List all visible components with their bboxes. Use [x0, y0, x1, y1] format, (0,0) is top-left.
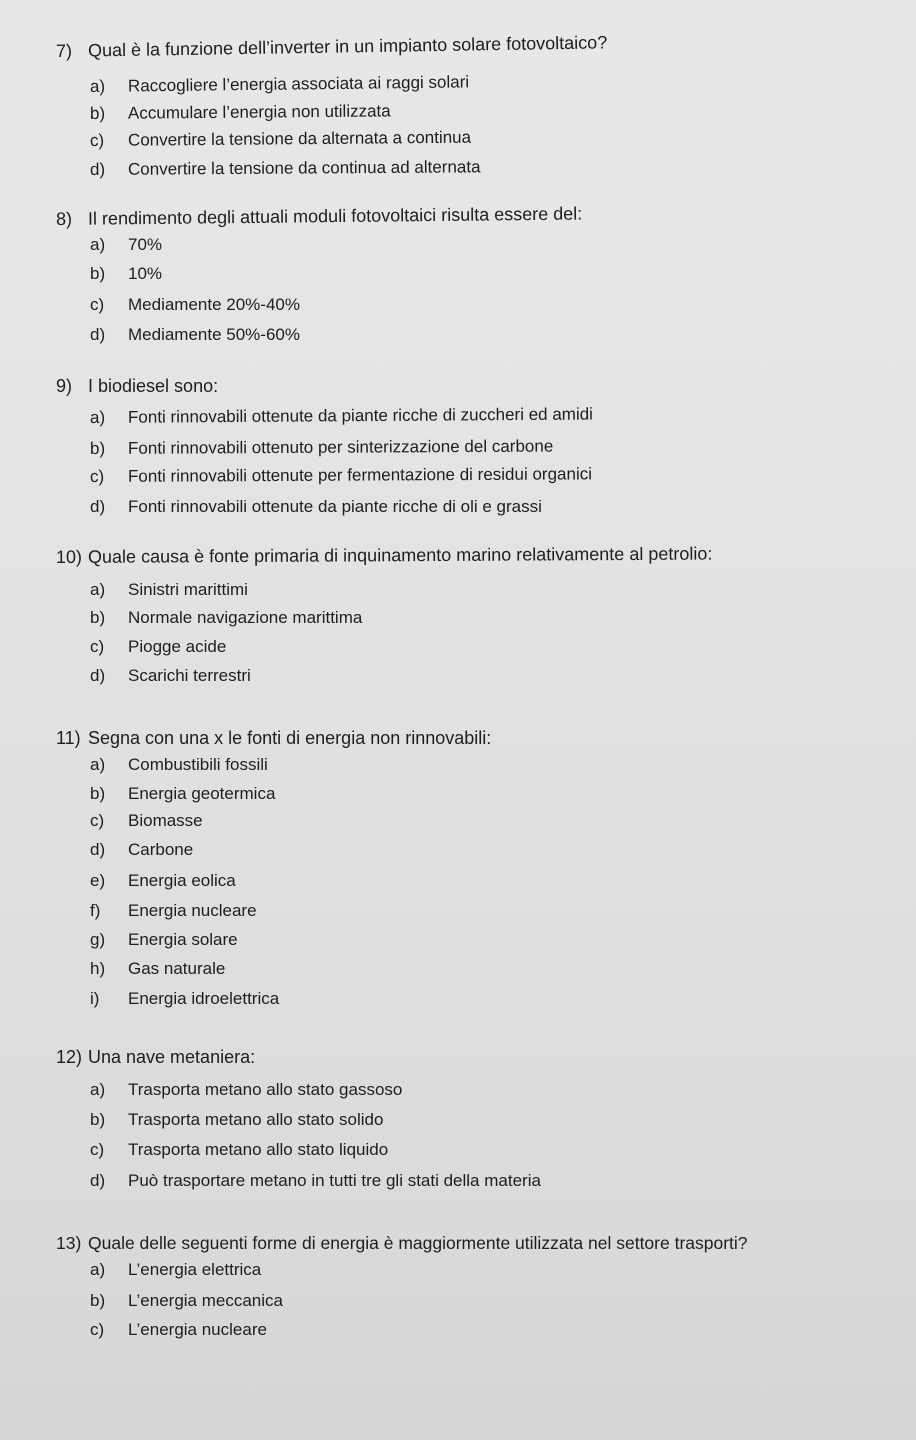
answer-letter: b) [89, 438, 106, 458]
answer-option[interactable] [90, 871, 236, 891]
answer-text: Può trasportare metano in tutti tre gli stati della materia [128, 1171, 541, 1190]
answer-option[interactable] [90, 437, 553, 459]
answer-option[interactable] [90, 101, 391, 124]
answer-letter: b) [90, 1291, 106, 1310]
answer-letter: c) [90, 295, 105, 314]
answer-text: 10% [128, 264, 163, 283]
answer-option[interactable] [90, 404, 593, 428]
question-title [56, 1232, 906, 1254]
question-title [56, 727, 906, 749]
answer-letter: c) [90, 1320, 105, 1339]
answer-option[interactable] [90, 784, 275, 804]
answer-option[interactable] [90, 264, 162, 284]
answer-letter: c) [90, 1140, 105, 1159]
question-text: Segna con una x le fonti di energia non rinnovabili: [88, 728, 492, 748]
question-text: Qual è la funzione dell’inverter in un impianto solare fotovoltaico? [87, 32, 608, 61]
answer-option[interactable] [90, 1260, 261, 1280]
answer-text: Normale navigazione marittima [128, 608, 363, 627]
answer-text: Accumulare l’energia non utilizzata [127, 101, 391, 123]
answer-letter: a) [90, 755, 106, 774]
answer-letter: c) [89, 466, 105, 486]
answer-letter: a) [89, 407, 106, 427]
answer-text: Sinistri marittimi [128, 580, 248, 599]
answer-text: Energia solare [128, 930, 238, 949]
answer-option[interactable] [90, 637, 226, 657]
answer-text: Energia eolica [128, 871, 236, 890]
question-12 [56, 1046, 906, 1068]
answer-text: Energia nucleare [128, 901, 257, 920]
answer-text: Combustibili fossili [128, 755, 268, 774]
answer-text: Fonti rinnovabili ottenute per fermentazione di residui organici [127, 464, 593, 486]
answer-letter: b) [90, 264, 106, 283]
question-title [56, 375, 906, 397]
answer-option[interactable] [90, 1080, 402, 1100]
answer-letter: a) [90, 1080, 106, 1099]
question-11 [56, 727, 906, 749]
answer-option[interactable] [90, 608, 362, 628]
question-text: Quale causa è fonte primaria di inquinamento marino relativamente al petrolio: [87, 543, 713, 567]
answer-option[interactable] [90, 580, 248, 600]
answer-text: Fonti rinnovabili ottenuto per sinterizzazione del carbone [127, 436, 554, 458]
answer-letter: g) [90, 930, 106, 949]
question-number: 7) [55, 40, 73, 61]
answer-text: Fonti rinnovabili ottenute da piante ricche di zuccheri ed amidi [127, 404, 593, 427]
answer-option[interactable] [90, 1320, 267, 1340]
answer-letter: b) [90, 608, 106, 627]
question-number: 12) [56, 1047, 83, 1067]
answer-letter: h) [90, 959, 106, 978]
answer-text: L’energia elettrica [128, 1260, 262, 1279]
question-number: 13) [56, 1233, 82, 1253]
answer-letter: e) [90, 871, 106, 890]
answer-option[interactable] [90, 959, 225, 979]
answer-letter: d) [90, 1171, 106, 1190]
answer-text: Piogge acide [128, 637, 227, 656]
answer-text: L’energia nucleare [128, 1320, 267, 1339]
answer-option[interactable] [90, 989, 279, 1009]
answer-letter: c) [89, 130, 105, 150]
answer-text: Energia geotermica [128, 784, 276, 803]
answer-letter: a) [90, 235, 106, 254]
question-text: Quale delle seguenti forme di energia è maggiormente utilizzata nel settore trasporti? [88, 1233, 748, 1253]
answer-option[interactable] [90, 235, 162, 255]
answer-option[interactable] [90, 157, 481, 180]
answer-option[interactable] [90, 464, 592, 487]
answer-letter: d) [90, 666, 106, 685]
answer-option[interactable] [90, 901, 257, 921]
answer-option[interactable] [90, 497, 542, 517]
answer-text: L’energia meccanica [128, 1291, 283, 1310]
question-text: Il rendimento degli attuali moduli fotovoltaici risulta essere del: [87, 203, 583, 229]
answer-letter: d) [90, 325, 106, 344]
answer-letter: c) [90, 637, 105, 656]
answer-option[interactable] [90, 128, 471, 151]
answer-letter: c) [90, 811, 105, 830]
answer-letter: a) [89, 76, 106, 96]
answer-text: Trasporta metano allo stato solido [128, 1110, 384, 1129]
answer-text: Scarichi terrestri [128, 666, 251, 685]
answer-option[interactable] [90, 1110, 383, 1130]
answer-letter: d) [90, 840, 106, 859]
answer-option[interactable] [90, 325, 300, 345]
answer-text: Convertire la tensione da continua ad alternata [127, 157, 481, 179]
question-title [56, 199, 906, 230]
question-text: Una nave metaniera: [88, 1047, 256, 1067]
question-number: 8) [55, 208, 73, 229]
answer-option[interactable] [90, 755, 268, 775]
question-10 [55, 543, 906, 568]
answer-option[interactable] [90, 930, 238, 950]
answer-text: Fonti rinnovabili ottenute da piante ricche di oli e grassi [128, 497, 542, 516]
answer-option[interactable] [90, 1291, 283, 1311]
answer-option[interactable] [90, 295, 300, 315]
answer-text: Raccogliere l’energia associata ai raggi solari [127, 72, 470, 96]
question-title [56, 1046, 906, 1068]
question-number: 10) [55, 546, 83, 567]
answer-text: Mediamente 20%-40% [128, 295, 300, 314]
answer-letter: b) [89, 103, 106, 123]
answer-letter: b) [90, 1110, 106, 1129]
question-text: I biodiesel sono: [88, 376, 219, 396]
answer-option[interactable] [90, 1171, 541, 1191]
question-13 [56, 1232, 906, 1254]
question-number: 11) [56, 728, 81, 748]
answer-letter: f) [90, 901, 101, 920]
answer-letter: a) [90, 580, 106, 599]
answer-text: Mediamente 50%-60% [128, 325, 300, 344]
answer-text: Carbone [128, 840, 194, 859]
answer-option[interactable] [90, 72, 469, 97]
question-title [56, 542, 906, 568]
answer-letter: b) [90, 784, 106, 803]
answer-option[interactable] [90, 811, 203, 831]
answer-letter: i) [90, 989, 100, 1008]
answer-text: 70% [128, 235, 163, 254]
question-number: 9) [56, 376, 73, 396]
answer-text: Biomasse [128, 811, 203, 830]
question-8 [55, 203, 906, 230]
answer-option[interactable] [90, 666, 251, 686]
answer-text: Trasporta metano allo stato liquido [128, 1140, 389, 1159]
question-title [56, 27, 906, 62]
question-9 [56, 375, 906, 397]
answer-letter: d) [89, 159, 106, 179]
answer-text: Energia idroelettrica [128, 989, 280, 1008]
answer-text: Gas naturale [128, 959, 226, 978]
question-7 [55, 32, 906, 62]
answer-text: Convertire la tensione da alternata a continua [127, 127, 472, 150]
answer-letter: d) [90, 497, 106, 516]
answer-letter: a) [90, 1260, 106, 1279]
answer-option[interactable] [90, 1140, 388, 1160]
answer-text: Trasporta metano allo stato gassoso [128, 1080, 403, 1099]
answer-option[interactable] [90, 840, 193, 860]
